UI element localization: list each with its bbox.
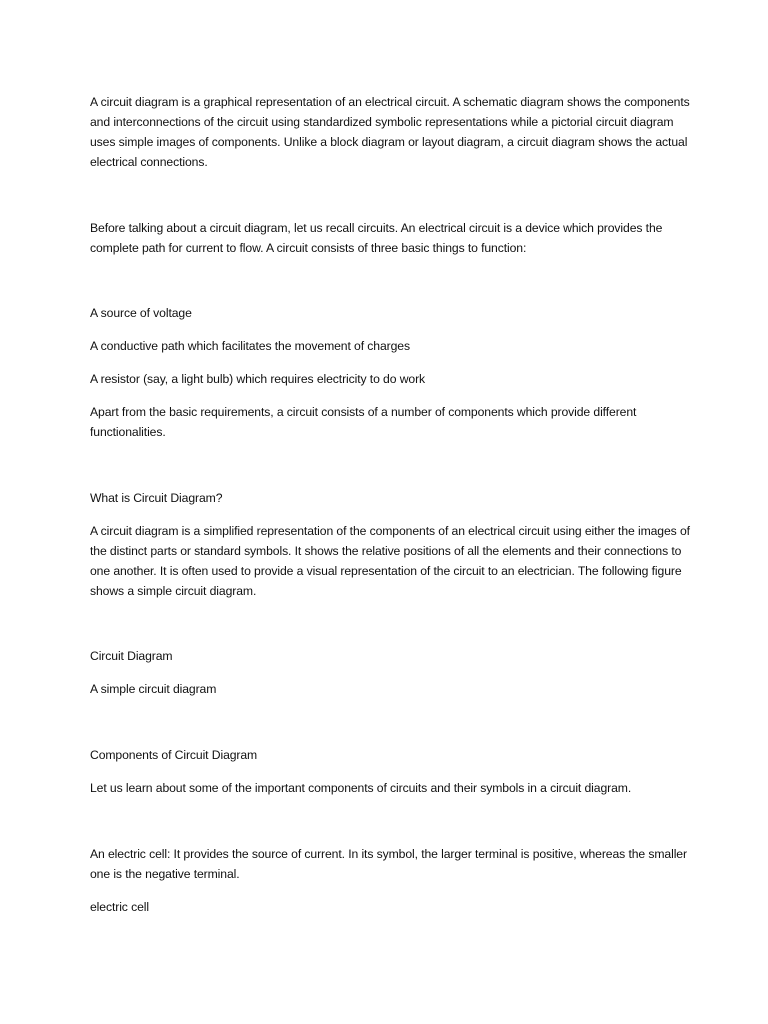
definition-paragraph: A circuit diagram is a simplified representation of the components of an electrical circuit using either the images of the distinct parts or standard symbols. It shows the relative positions of all the elements and their connections to one another. It is often used to provide a visual representation of the circuit to an electrician. The following figure shows a simple circuit diagram. — [90, 524, 690, 598]
electric-cell-paragraph: An electric cell: It provides the source of current. In its symbol, the larger terminal is positive, whereas the smaller one is the negative terminal. — [90, 847, 687, 881]
list-item-voltage-source: A source of voltage — [90, 306, 192, 320]
section-heading-what-is: What is Circuit Diagram? — [90, 491, 223, 505]
intro-paragraph: A circuit diagram is a graphical representation of an electrical circuit. A schematic diagram shows the components and interconnections of the circuit using standardized symbolic representations while a pictorial circuit diagram uses simple images of components. Unlike a block diagram or layout diagram, a circuit diagram shows the actual electrical connections. — [90, 95, 690, 169]
components-intro-paragraph: Let us learn about some of the important components of circuits and their symbols in a circuit diagram. — [90, 781, 632, 795]
figure-title: Circuit Diagram — [90, 649, 173, 663]
figure-caption: A simple circuit diagram — [90, 682, 217, 696]
circuit-recall-paragraph: Before talking about a circuit diagram, let us recall circuits. An electrical circuit is a device which provides the complete path for current to flow. A circuit consists of three basic things to function: — [90, 221, 663, 255]
electric-cell-label: electric cell — [90, 900, 149, 914]
list-item-conductive-path: A conductive path which facilitates the movement of charges — [90, 339, 410, 353]
components-paragraph: Apart from the basic requirements, a circuit consists of a number of components which provide different functionalities. — [90, 405, 637, 439]
section-heading-components: Components of Circuit Diagram — [90, 748, 258, 762]
list-item-resistor: A resistor (say, a light bulb) which requires electricity to do work — [90, 372, 426, 386]
